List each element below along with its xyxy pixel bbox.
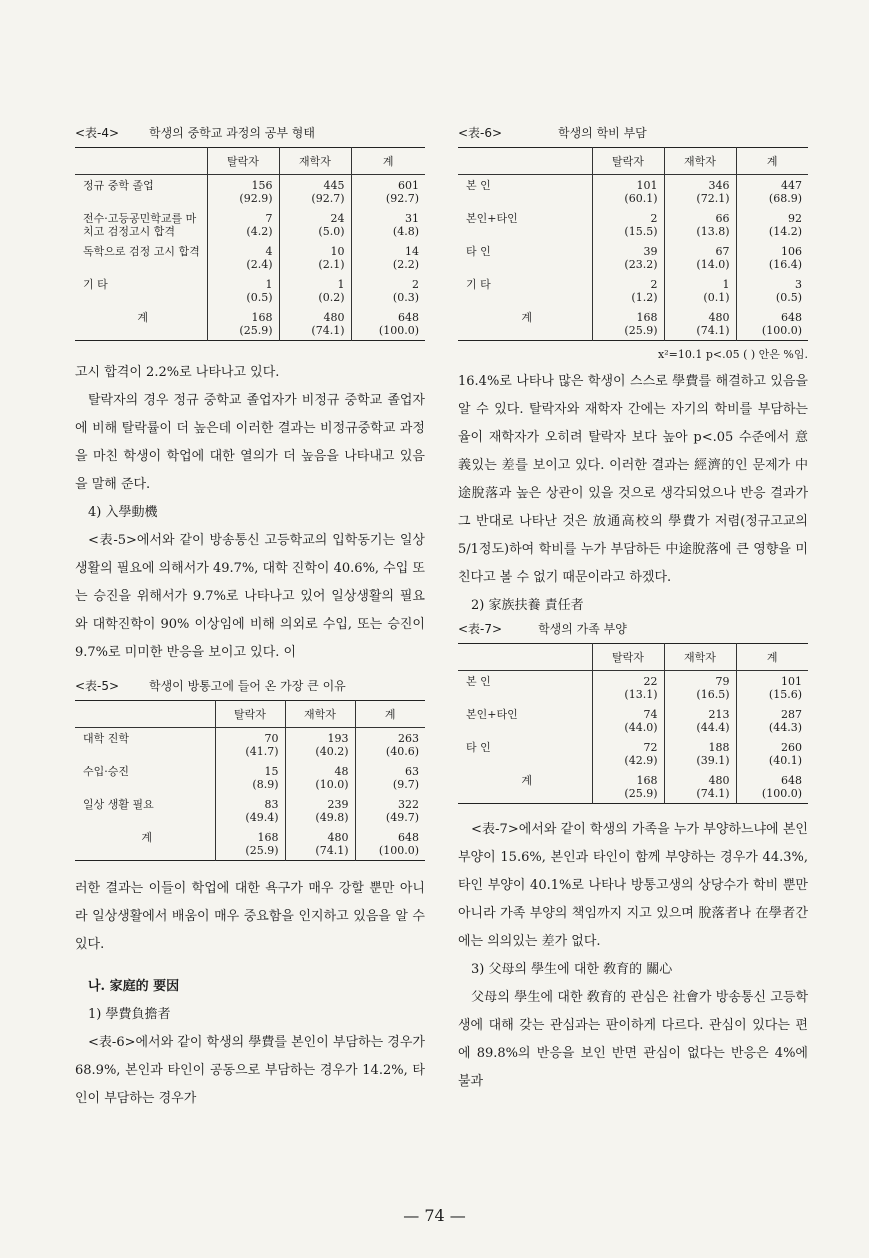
row-label: 본 인	[466, 179, 491, 192]
cell-count: 480	[323, 311, 345, 324]
cell-count: 648	[781, 774, 802, 787]
heading-parent-interest: 3) 父母의 學生에 대한 敎育的 關心	[471, 962, 673, 977]
table-header-row	[458, 148, 808, 175]
cell-percent: (60.1)	[624, 192, 658, 205]
cell-percent: (25.9)	[624, 787, 658, 800]
cell-count: 2	[412, 278, 419, 291]
cell-percent: (1.2)	[631, 291, 658, 304]
cell-count: 287	[781, 708, 802, 721]
cell-percent: (72.1)	[696, 192, 730, 205]
cell-count: 10	[330, 245, 345, 258]
table4	[75, 147, 425, 341]
table-header-row	[75, 148, 425, 175]
cell-count: 15	[264, 765, 279, 778]
column-header: 재학자	[285, 701, 355, 728]
cell-count: 480	[708, 774, 730, 787]
cell-percent: (10.0)	[315, 778, 349, 791]
table4-number: <表-4>	[75, 126, 120, 140]
table-cell	[736, 704, 808, 737]
table7	[458, 643, 808, 804]
cell-count: 168	[257, 831, 279, 844]
row-label: 수입·승진	[83, 765, 130, 778]
column-header: 계	[355, 701, 425, 728]
table-cell	[664, 241, 736, 274]
cell-percent: (100.0)	[378, 324, 419, 337]
cell-percent: (40.2)	[315, 745, 349, 758]
right-paragraph-1: 16.4%로 나타나 많은 학생이 스스로 學費를 해결하고 있음을 알 수 있다. 탈락자와 재학자 간에는 자기의 학비를 부담하는 율이 재학자가 오히려 탈락자 보다 높아 p<.05 수준에서 意義있는 差를 보이고 있다. 이러한 결과는 經濟的인 문제가 中途脫落과 높은 상관이 있을 것으로 생각되었으나 반응 결과가 그 반대로 나타난 것은 放通高校의 學費가 저렴(정규고교의 5/1정도)하여 학비를 누가 부담하든 中途脫落에 큰 영향을 미친다고 볼 수 없기 때문이라고 하겠다.	[458, 374, 808, 585]
column-header: 계	[736, 148, 808, 175]
table4-title: 학생의 중학교 과정의 공부 형태	[149, 126, 315, 140]
table-cell	[285, 728, 355, 762]
table-cell	[351, 241, 425, 274]
cell-percent: (44.3)	[768, 721, 802, 734]
cell-count: 24	[330, 212, 345, 225]
cell-percent: (41.7)	[245, 745, 279, 758]
table-cell	[279, 208, 351, 241]
table-cell	[736, 671, 808, 705]
row-label: 대학 진학	[83, 732, 130, 745]
page-number: — 74 —	[403, 1206, 466, 1225]
column-header: 재학자	[279, 148, 351, 175]
table-cell	[592, 704, 664, 737]
table-row	[75, 241, 425, 274]
cell-count: 480	[708, 311, 730, 324]
cell-percent: (100.0)	[378, 844, 419, 857]
table-cell	[592, 307, 664, 341]
cell-count: 22	[643, 675, 658, 688]
cell-count: 92	[788, 212, 802, 225]
table-cell	[279, 274, 351, 307]
cell-percent: (42.9)	[624, 754, 658, 767]
cell-count: 648	[781, 311, 802, 324]
cell-count: 101	[636, 179, 658, 192]
column-header: 재학자	[664, 644, 736, 671]
table-corner-cell	[75, 148, 207, 175]
left-paragraph-3: <表-5>에서와 같이 방송통신 고등학교의 입학동기는 일상생활의 필요에 의해서가 49.7%, 대학 진학이 40.6%, 수입 또는 승진을 위해서가 9.7%로 나타나고 있어 일상생활의 필요와 대학진학이 90% 이상임에 비해 의외로 수입, 또는 승진이 9.7%로 미미한 반응을 보이고 있다. 이	[75, 533, 425, 660]
cell-count: 1	[722, 278, 730, 291]
row-label: 본인+타인	[466, 212, 518, 225]
row-label: 기 타	[83, 278, 108, 291]
table-row	[458, 208, 808, 241]
row-label: 계	[141, 831, 153, 844]
cell-percent: (74.1)	[696, 787, 730, 800]
heading-family-support: 2) 家族扶養 責任者	[471, 598, 584, 613]
table-header-row	[458, 644, 808, 671]
table-cell	[279, 175, 351, 209]
cell-count: 648	[398, 831, 419, 844]
table-cell	[279, 241, 351, 274]
heading-tuition-payer: 1) 學費負擔者	[88, 1007, 171, 1022]
cell-percent: (25.9)	[239, 324, 273, 337]
table-cell	[351, 208, 425, 241]
cell-percent: (92.7)	[385, 192, 419, 205]
table-cell	[207, 274, 279, 307]
table-row	[75, 827, 425, 861]
table-cell	[592, 241, 664, 274]
cell-percent: (0.3)	[392, 291, 419, 304]
cell-percent: (25.9)	[624, 324, 658, 337]
cell-percent: (13.1)	[624, 688, 658, 701]
cell-count: 346	[708, 179, 730, 192]
column-header: 탈락자	[215, 701, 285, 728]
cell-count: 156	[251, 179, 273, 192]
table-cell	[736, 307, 808, 341]
cell-percent: (49.8)	[315, 811, 349, 824]
left-paragraph-2: 탈락자의 경우 정규 중학교 졸업자가 비정규 중학교 졸업자에 비해 탈락률이 더 높은데 이러한 결과는 비정규중학교 과정을 마친 학생이 학업에 대한 열의가 더 높음을 나타내고 있음을 말해 준다.	[75, 393, 425, 492]
column-header: 탈락자	[207, 148, 279, 175]
table5-caption	[75, 677, 425, 694]
table-cell	[207, 307, 279, 341]
table-cell	[592, 274, 664, 307]
column-header: 계	[351, 148, 425, 175]
cell-percent: (40.6)	[385, 745, 419, 758]
cell-percent: (92.9)	[239, 192, 273, 205]
cell-percent: (9.7)	[392, 778, 419, 791]
cell-count: 168	[636, 311, 658, 324]
row-label: 본 인	[466, 675, 491, 688]
cell-count: 7	[265, 212, 273, 225]
table-cell	[355, 827, 425, 861]
cell-percent: (74.1)	[315, 844, 349, 857]
table-cell	[285, 794, 355, 827]
table4-caption	[75, 124, 425, 141]
table-cell	[592, 770, 664, 804]
row-label: 일상 생활 필요	[83, 798, 154, 811]
table-row	[458, 737, 808, 770]
cell-count: 66	[715, 212, 730, 225]
cell-count: 213	[708, 708, 730, 721]
table-cell	[664, 671, 736, 705]
table-row	[75, 728, 425, 762]
cell-count: 101	[781, 675, 802, 688]
table-cell	[592, 175, 664, 209]
cell-count: 2	[650, 212, 658, 225]
cell-percent: (39.1)	[696, 754, 730, 767]
table-cell	[736, 274, 808, 307]
cell-count: 14	[405, 245, 419, 258]
row-label: 타 인	[466, 245, 491, 258]
cell-count: 648	[398, 311, 419, 324]
table-cell	[285, 761, 355, 794]
cell-count: 263	[398, 732, 419, 745]
table-cell	[215, 794, 285, 827]
left-paragraph-4: 러한 결과는 이들이 학업에 대한 욕구가 매우 강할 뿐만 아니라 일상생활에서 배움이 매우 중요함을 인지하고 있음을 알 수 있다.	[75, 881, 425, 952]
table6-caption	[458, 124, 808, 141]
table-cell	[215, 761, 285, 794]
table-corner-cell	[458, 644, 592, 671]
table-cell	[355, 794, 425, 827]
table7-title: 학생의 가족 부양	[538, 622, 627, 636]
table-row	[458, 671, 808, 705]
table-row	[458, 175, 808, 209]
table-row	[75, 794, 425, 827]
row-label: 본인+타인	[466, 708, 518, 721]
table-cell	[664, 307, 736, 341]
table-cell	[207, 241, 279, 274]
table-cell	[664, 770, 736, 804]
cell-count: 1	[265, 278, 273, 291]
table-corner-cell	[458, 148, 592, 175]
cell-percent: (74.1)	[311, 324, 345, 337]
cell-count: 48	[334, 765, 349, 778]
table-cell	[355, 761, 425, 794]
section-home-factors: 나. 家庭的 要因	[88, 979, 180, 994]
table-cell	[592, 208, 664, 241]
table-cell	[279, 307, 351, 341]
cell-percent: (0.5)	[246, 291, 273, 304]
cell-percent: (68.9)	[768, 192, 802, 205]
cell-percent: (0.1)	[703, 291, 730, 304]
column-header: 계	[736, 644, 808, 671]
right-paragraph-2: <表-7>에서와 같이 학생의 가족을 누가 부양하느냐에 본인 부양이 15.6%, 본인과 타인이 함께 부양하는 경우가 44.3%, 타인 부양이 40.1%로 나타나 방통고생의 상당수가 학비 뿐만 아니라 가족 부양의 책임까지 지고 있으며 脫落者나 在學者간에는 의의있는 差가 없다.	[458, 822, 808, 949]
table-cell	[285, 827, 355, 861]
cell-count: 74	[643, 708, 658, 721]
cell-count: 1	[337, 278, 345, 291]
right-column	[458, 124, 808, 1096]
cell-count: 193	[327, 732, 349, 745]
cell-count: 188	[708, 741, 730, 754]
cell-percent: (92.7)	[311, 192, 345, 205]
table7-number: <表-7>	[458, 622, 503, 636]
cell-count: 63	[405, 765, 419, 778]
row-label: 계	[521, 311, 533, 324]
cell-percent: (40.1)	[768, 754, 802, 767]
cell-percent: (23.2)	[624, 258, 658, 271]
cell-count: 168	[636, 774, 658, 787]
cell-percent: (100.0)	[761, 324, 802, 337]
cell-count: 445	[323, 179, 345, 192]
column-header: 탈락자	[592, 148, 664, 175]
table-cell	[736, 241, 808, 274]
cell-percent: (44.4)	[696, 721, 730, 734]
row-label: 계	[137, 311, 149, 324]
table-row	[75, 761, 425, 794]
cell-percent: (5.0)	[318, 225, 345, 238]
cell-count: 83	[264, 798, 279, 811]
table-cell	[736, 175, 808, 209]
table-row	[458, 704, 808, 737]
table-cell	[215, 827, 285, 861]
table-cell	[664, 737, 736, 770]
cell-count: 2	[650, 278, 658, 291]
column-header: 재학자	[664, 148, 736, 175]
cell-count: 447	[781, 179, 802, 192]
row-label: 기 타	[466, 278, 491, 291]
cell-count: 72	[643, 741, 658, 754]
table-row	[75, 208, 425, 241]
table-cell	[351, 307, 425, 341]
cell-percent: (0.2)	[318, 291, 345, 304]
cell-count: 168	[251, 311, 273, 324]
cell-count: 322	[398, 798, 419, 811]
table-cell	[592, 671, 664, 705]
cell-percent: (15.6)	[768, 688, 802, 701]
left-paragraph-5: <表-6>에서와 같이 학생의 學費를 본인이 부담하는 경우가 68.9%, 본인과 타인이 공동으로 부담하는 경우가 14.2%, 타인이 부담하는 경우가	[75, 1035, 425, 1106]
table6-note: x²=10.1 p<.05 ( ) 안은 %임.	[658, 348, 808, 361]
row-label: 독학으로 검정 고시 합격	[83, 245, 200, 258]
cell-percent: (14.2)	[768, 225, 802, 238]
cell-count: 70	[264, 732, 279, 745]
table-cell	[664, 175, 736, 209]
table-row	[75, 175, 425, 209]
table5	[75, 700, 425, 861]
table-cell	[215, 728, 285, 762]
row-label: 계	[521, 774, 533, 787]
table-header-row	[75, 701, 425, 728]
table-row	[75, 307, 425, 341]
cell-percent: (15.5)	[624, 225, 658, 238]
row-label: 타 인	[466, 741, 491, 754]
table5-number: <表-5>	[75, 679, 120, 693]
table6-number: <表-6>	[458, 126, 503, 140]
right-paragraph-3: 父母의 學生에 대한 敎育的 관심은 社會가 방송통신 고등학생에 대해 갖는 관심과는 판이하게 다르다. 관심이 있다는 편에 89.8%의 반응을 보인 반면 관심이 없다는 반응은 4%에 불과	[458, 990, 808, 1089]
table-cell	[736, 208, 808, 241]
table-cell	[355, 728, 425, 762]
cell-count: 79	[715, 675, 730, 688]
cell-count: 67	[715, 245, 730, 258]
cell-count: 601	[398, 179, 419, 192]
table-cell	[736, 737, 808, 770]
table6-title: 학생의 학비 부담	[558, 126, 647, 140]
table7-caption	[458, 620, 808, 637]
cell-percent: (16.4)	[768, 258, 802, 271]
cell-count: 106	[781, 245, 802, 258]
table-cell	[207, 208, 279, 241]
cell-count: 239	[327, 798, 349, 811]
cell-percent: (25.9)	[245, 844, 279, 857]
column-header: 탈락자	[592, 644, 664, 671]
table5-title: 학생이 방통고에 들어 온 가장 큰 이유	[149, 679, 346, 693]
left-column	[75, 124, 425, 1113]
cell-percent: (100.0)	[761, 787, 802, 800]
table-corner-cell	[75, 701, 215, 728]
row-label: 정규 중학 졸업	[83, 179, 154, 192]
table-cell	[592, 737, 664, 770]
cell-percent: (13.8)	[696, 225, 730, 238]
heading-entry-motive: 4) 入學動機	[88, 505, 158, 520]
cell-count: 260	[781, 741, 802, 754]
table-row	[458, 770, 808, 804]
cell-percent: (49.7)	[385, 811, 419, 824]
table-cell	[351, 274, 425, 307]
table-cell	[664, 208, 736, 241]
row-label: 전수·고등공민학교를 마치고 검정고시 합격	[83, 212, 197, 238]
cell-percent: (0.5)	[775, 291, 802, 304]
left-paragraph-1: 고시 합격이 2.2%로 나타나고 있다.	[75, 365, 280, 380]
table-row	[458, 241, 808, 274]
table-cell	[351, 175, 425, 209]
table6	[458, 147, 808, 341]
cell-count: 4	[265, 245, 273, 258]
table-cell	[736, 770, 808, 804]
table-cell	[664, 704, 736, 737]
cell-percent: (14.0)	[696, 258, 730, 271]
table-row	[75, 274, 425, 307]
cell-percent: (2.1)	[318, 258, 345, 271]
table-row	[458, 307, 808, 341]
cell-percent: (44.0)	[624, 721, 658, 734]
cell-count: 31	[405, 212, 419, 225]
table-row	[458, 274, 808, 307]
cell-count: 39	[643, 245, 658, 258]
table-cell	[207, 175, 279, 209]
table-cell	[664, 274, 736, 307]
cell-count: 480	[327, 831, 349, 844]
cell-percent: (4.8)	[392, 225, 419, 238]
cell-percent: (4.2)	[246, 225, 273, 238]
cell-percent: (74.1)	[696, 324, 730, 337]
cell-percent: (49.4)	[245, 811, 279, 824]
cell-percent: (2.4)	[246, 258, 273, 271]
cell-count: 3	[795, 278, 802, 291]
cell-percent: (8.9)	[252, 778, 279, 791]
cell-percent: (2.2)	[392, 258, 419, 271]
cell-percent: (16.5)	[696, 688, 730, 701]
